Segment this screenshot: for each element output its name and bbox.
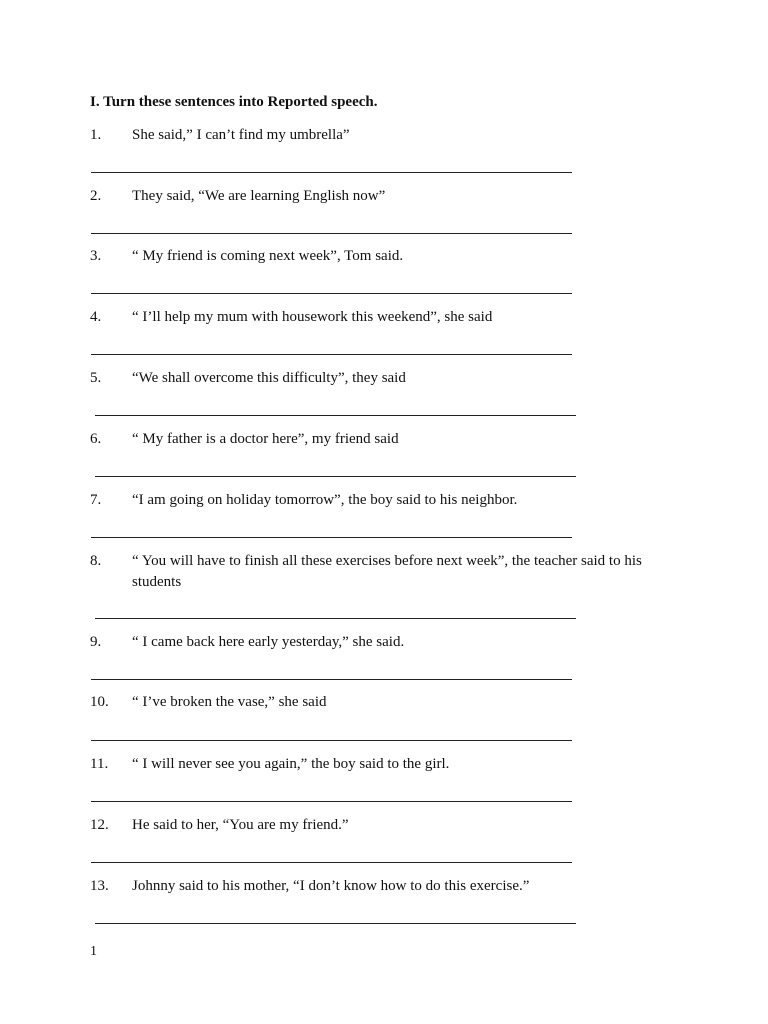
- question-item: [90, 307, 690, 328]
- question-item: [90, 429, 690, 450]
- question-text: “We shall overcome this difficulty”, they said: [132, 370, 406, 386]
- question-text: “ You will have to finish all these exercises before next week”, the teacher said to his students: [132, 553, 642, 590]
- question-item: [90, 186, 690, 207]
- question-number: 4.: [90, 309, 102, 325]
- exercise-heading: I. Turn these sentences into Reported speech.: [90, 94, 378, 110]
- page-number: 1: [90, 944, 97, 959]
- question-item: [90, 815, 690, 836]
- question-number: 5.: [90, 370, 102, 386]
- question-item: [90, 754, 690, 775]
- question-text: She said,” I can’t find my umbrella”: [132, 127, 350, 143]
- question-text: “ My friend is coming next week”, Tom said.: [132, 248, 404, 264]
- answer-line[interactable]: [91, 293, 572, 294]
- question-item: [90, 692, 690, 713]
- question-number: 12.: [90, 817, 109, 833]
- question-number: 3.: [90, 248, 102, 264]
- answer-line[interactable]: [91, 172, 572, 173]
- answer-line[interactable]: [91, 862, 572, 863]
- question-item: [90, 368, 690, 389]
- question-text: “ I came back here early yesterday,” she said.: [132, 634, 405, 650]
- question-text: Johnny said to his mother, “I don’t know how to do this exercise.”: [132, 878, 530, 894]
- question-text: “ I will never see you again,” the boy said to the girl.: [132, 756, 450, 772]
- question-item: [90, 246, 690, 267]
- answer-line[interactable]: [95, 618, 576, 619]
- question-number: 9.: [90, 634, 102, 650]
- answer-line[interactable]: [91, 233, 572, 234]
- answer-line[interactable]: [95, 476, 576, 477]
- question-number: 10.: [90, 694, 109, 710]
- question-text: “ My father is a doctor here”, my friend said: [132, 431, 399, 447]
- question-number: 1.: [90, 127, 102, 143]
- question-item: [90, 551, 690, 593]
- question-item: [90, 490, 690, 511]
- question-text: He said to her, “You are my friend.”: [132, 817, 349, 833]
- question-number: 2.: [90, 188, 102, 204]
- question-text: “I am going on holiday tomorrow”, the boy said to his neighbor.: [132, 492, 518, 508]
- question-item: [90, 632, 690, 653]
- answer-line[interactable]: [91, 801, 572, 802]
- answer-line[interactable]: [91, 740, 572, 741]
- question-item: [90, 876, 690, 897]
- question-item: [90, 125, 690, 146]
- answer-line[interactable]: [95, 415, 576, 416]
- question-text: They said, “We are learning English now”: [132, 188, 386, 204]
- answer-line[interactable]: [91, 537, 572, 538]
- question-number: 8.: [90, 553, 102, 569]
- question-number: 11.: [90, 756, 109, 772]
- question-text: “ I’ve broken the vase,” she said: [132, 694, 327, 710]
- answer-line[interactable]: [91, 679, 572, 680]
- answer-line[interactable]: [95, 923, 576, 924]
- answer-line[interactable]: [91, 354, 572, 355]
- question-number: 13.: [90, 878, 109, 894]
- question-number: 6.: [90, 431, 102, 447]
- question-number: 7.: [90, 492, 102, 508]
- question-text: “ I’ll help my mum with housework this weekend”, she said: [132, 309, 493, 325]
